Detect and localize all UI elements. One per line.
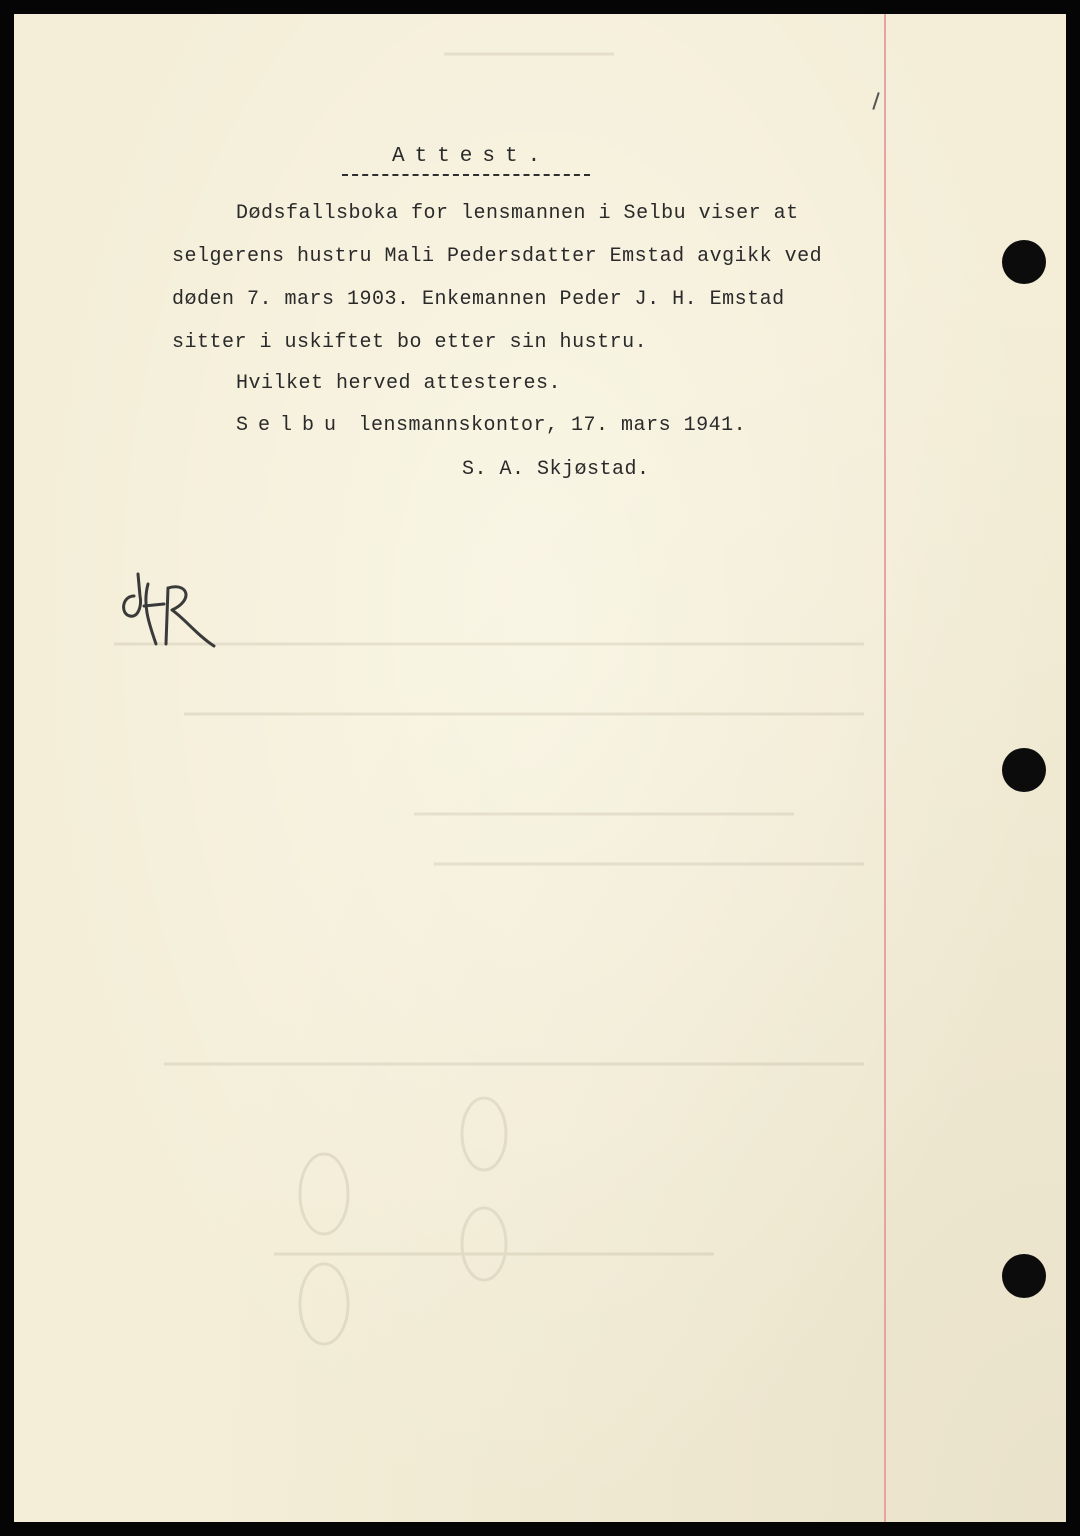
handwritten-initials [112, 566, 222, 656]
bleed-through-texture [14, 14, 1066, 1522]
punch-hole-bottom [1002, 1254, 1046, 1298]
document-page [14, 14, 1066, 1522]
office-date: lensmannskontor, 17. mars 1941. [346, 414, 747, 437]
punch-hole-middle [1002, 748, 1046, 792]
body-line-4: sitter i uskiftet bo etter sin hustru. [172, 331, 648, 354]
body-line-5: Hvilket herved attesteres. [236, 372, 562, 395]
heading-underline [342, 174, 590, 176]
body-line-1: Dødsfallsboka for lensmannen i Selbu viser at [236, 202, 799, 225]
place-name: Selbu [236, 414, 347, 437]
signature-line: S. A. Skjøstad. [462, 458, 650, 481]
punch-hole-top [1002, 240, 1046, 284]
place-date-line [236, 416, 746, 436]
margin-rule [884, 14, 886, 1522]
document-heading: Attest. [392, 145, 551, 168]
body-line-2: selgerens hustru Mali Pedersdatter Emstad avgikk ved [172, 245, 823, 268]
body-line-3: døden 7. mars 1903. Enkemannen Peder J. H. Emstad [172, 288, 785, 311]
